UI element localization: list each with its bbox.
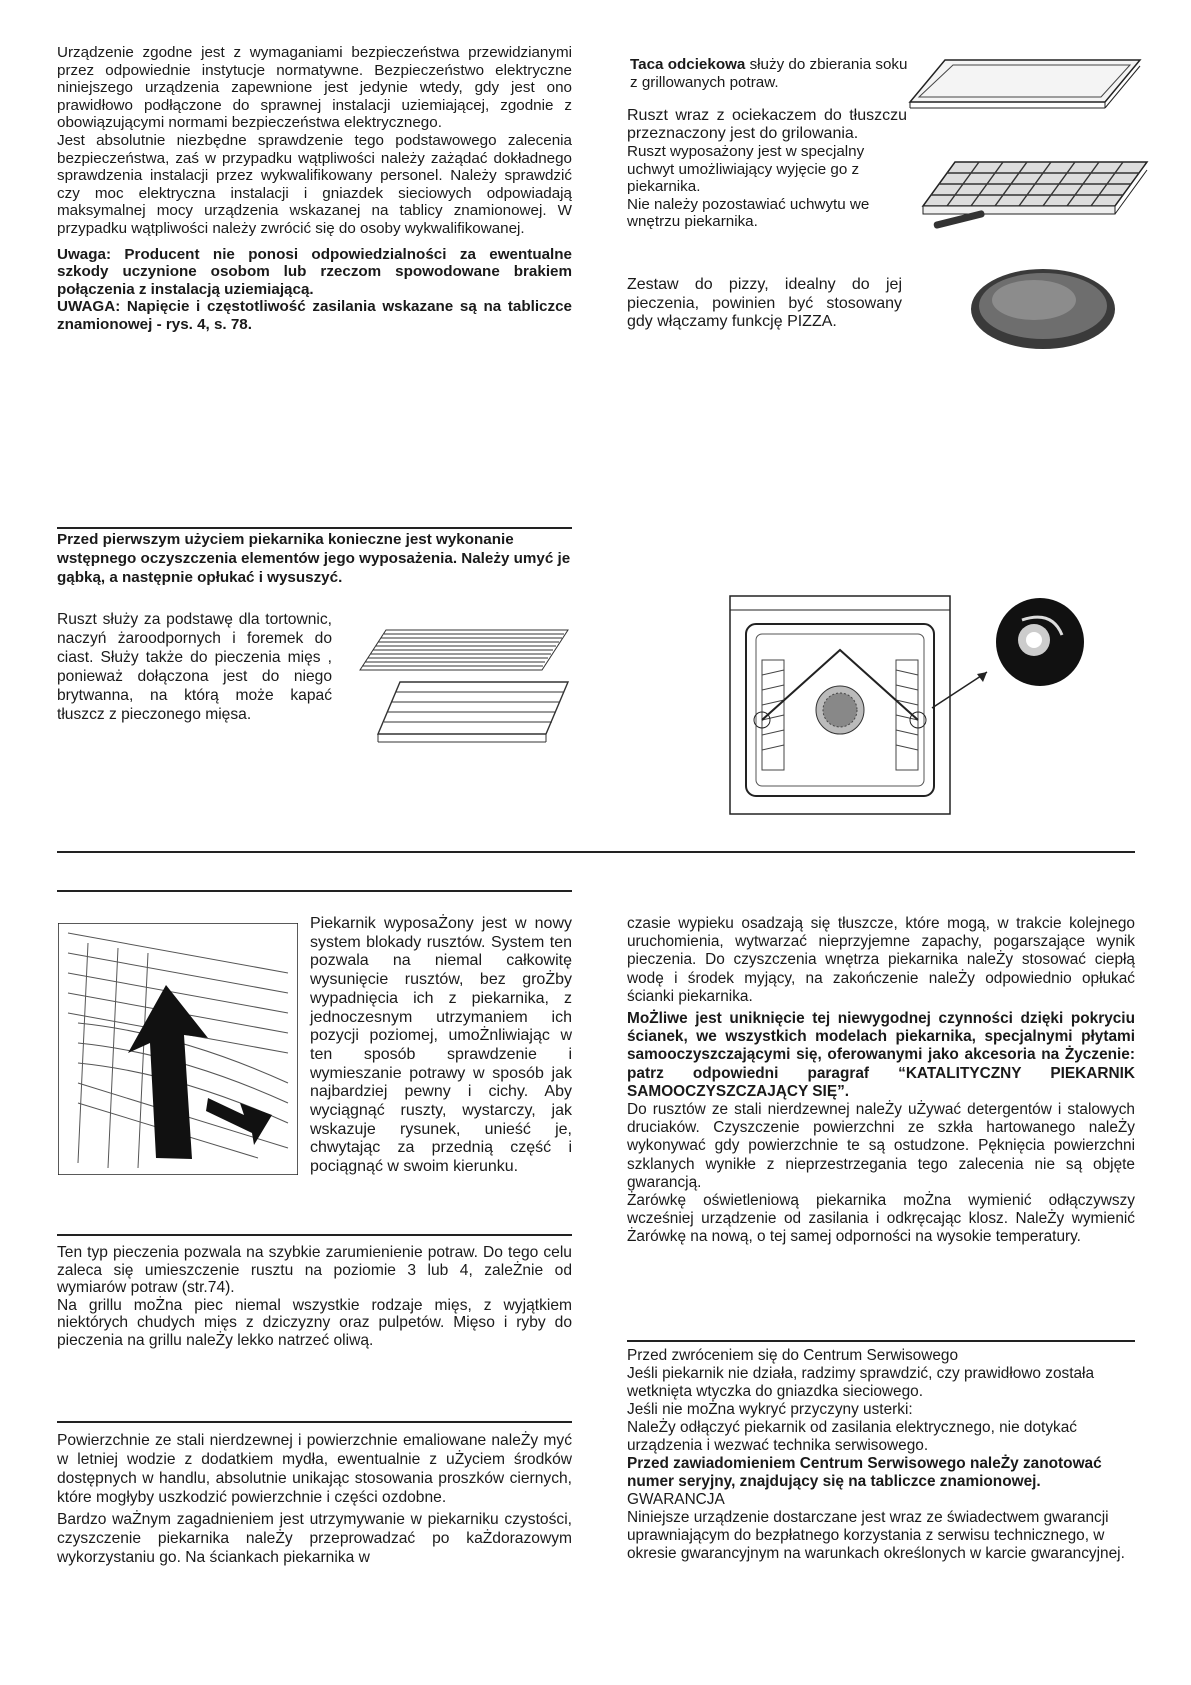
service-serial-note: Przed zawiadomieniem Centrum Serwisowego naleŻy zanotować numer seryjny, znajdujący się na tabliczce znamionowej. (627, 1455, 1102, 1490)
service-line-3: Jeśli nie moŻna wykryć przyczyny usterki: (627, 1401, 913, 1418)
cleaning-left-text (57, 1431, 572, 1567)
cleaning-paragraph-4: Do rusztów ze stali nierdzewnej naleŻy uŻywać detergentów i stalowych druciaków. Czyszczenie powierzchni ze szkła hartowanego naleŻy wykonywać gdy powierzchnie te są ostudzone. Pęknięcia powierzchni szklanych wynikłe z nieprzestrzegania tego zalecenia nie są objęte gwarancją. (627, 1101, 1135, 1191)
service-line-2: Jeśli piekarnik nie działa, radzimy sprawdzić, czy prawidłowo została wetknięta wtyczka do gniazdka sieciowego. (627, 1365, 1095, 1400)
rack-lock-paragraph: Piekarnik wyposaŻony jest w nowy system blokady rusztów. System ten pozwala na niemal całkowitę wysunięcie rusztów, bez groŻby wypadnięcia ich z piekarnika, z jednoczesnym utrzymaniem ich pozycji poziomej, umoŻnliwiając w ten sposób sprawdzenie i wymieszanie potrawy w sposób jak najbardziej pewny i cichy. Aby wyciągnąć ruszty, wystarczy, jak wskazuje rysunek, unieść je, chwytając za przednią część i pociągnąć w swoim kierunku. (310, 915, 572, 1176)
service-section (627, 1347, 1135, 1563)
grill-rack-illustration (915, 158, 1150, 233)
drip-tray-desc: służy do zbierania soku z grillowanych potraw. (630, 56, 908, 91)
section-rule-first-use (57, 527, 572, 529)
grill-section (57, 1244, 572, 1350)
cleaning-paragraph-2: Bardzo waŻnym zagadnieniem jest utrzymywanie w piekarniku czystości, czyszczenie piekarnika naleŻy przeprowadzać po kaŻdorazowym wykorzystaniu go. Na ściankach piekarnika w (57, 1511, 572, 1566)
safety-section (57, 44, 572, 334)
drip-tray-illustration (905, 52, 1150, 112)
grill-paragraph-2: Na grillu moŻna piec niemal wszystkie rodzaje mięs, z wyjątkiem niektórych chudych mięs z dziczyzny oraz pulpetów. Mięso i ryby do pieczenia na grillu naleŻy lekko natrzeć oliwą. (57, 1296, 572, 1349)
safety-warning-1: Uwaga: Producent nie ponosi odpowiedzialności za ewentualne szkody uczynione osobom lub rzeczom spowodowane brakiem połączenia z instalacją uziemiającą. (57, 245, 572, 298)
section-rule-service (627, 1340, 1135, 1342)
safety-paragraph-2: Jest absolutnie niezbędne sprawdzenie tego podstawowego zalecenia bezpieczeństwa, zaś w przypadku wątpliwości należy zażądać dokładnego sprawdzenia instalacji przez wykwalifikowany personel. Należy sprawdzić czy moc elektryczna instalacji i gniazdek sieciowych odpowiadają maksymalnej mocy urządzenia wskazanej na tablicy znamionowej. W przypadku wątpliwości należy zwrócić się do osoby wykwalifikowanej. (57, 131, 572, 237)
first-use-paragraph: Przed pierwszym użyciem piekarnika konieczne jest wykonanie wstępnego oczyszczenia elementów jego wyposażenia. Należy umyć je gąbką, a następnie opłukać i wysuszyć. (57, 531, 571, 586)
oven-rack-paragraph: Ruszt służy za podstawę dla tortownic, naczyń żaroodpornych i foremek do ciast. Służy także do pieczenia mięs , ponieważ dołączona jest do niego brytwanna, na którą może kapać tłuszcz z pieczonego mięsa. (57, 611, 332, 723)
oven-interior-illustration (722, 590, 1142, 820)
pizza-set-text (627, 276, 902, 332)
rack-lock-illustration (58, 923, 298, 1175)
oven-rack-illustration (356, 622, 571, 748)
warranty-text: Niniejsze urządzenie dostarczane jest wraz ze świadectwem gwarancji uprawniającym do bezpłatnego korzystania z serwisu technicznego, w okresie gwarancyjnym na warunkach określonych w karcie gwarancyjnej. (627, 1509, 1125, 1562)
safety-paragraph-1: Urządzenie zgodne jest z wymaganiami bezpieczeństwa przewidzianymi przez odpowiednie instytucje normatywne. Bezpieczeństwo elektryczne niniejszego urządzenia zapewnione jest jedynie wtedy, gdy jest ono prawidłowo podłączone do sprawnej instalacji uziemiającej, zgodnie z obowiązującymi normami bezpieczeństwa elektrycznego. (57, 44, 572, 132)
grill-rack-paragraph-3: Nie należy pozostawiać uchwytu we wnętrzu piekarnika. (627, 195, 870, 231)
page-divider-rule (57, 851, 1135, 853)
rack-lock-text (310, 915, 572, 1177)
grill-rack-paragraph-2: Ruszt wyposażony jest w specjalny uchwyt umożliwiający wyjęcie go z piekarnika. (627, 143, 865, 196)
warranty-heading: GWARANCJA (627, 1491, 725, 1508)
safety-warning-2: UWAGA: Napięcie i częstotliwość zasilania wskazane są na tabliczce znamionowej - rys. 4, s. 78. (57, 298, 572, 333)
cleaning-paragraph-1: Powierzchnie ze stali nierdzewnej i powierzchnie emaliowane naleŻy myć w letniej wodzie z dodatkiem mydła, ewentualnie z uŻyciem środków dostępnych w handlu, absolutnie unikając stosowania proszków ciernych, które mogłyby uszkodzić powierzchnie i części ozdobne. (57, 1432, 572, 1506)
cleaning-paragraph-3: czasie wypieku osadzają się tłuszcze, które mogą, w trakcie kolejnego uruchomienia, wytwarzać nieprzyjemne zapachy, pogarszające wynik pieczenia. Do czyszczenia wnętrza piekarnika naleŻy stosować ciepłą wodę i środek myjący, na zakończenie naleŻy odpowiednio opłukać ścianki piekarnika. (627, 915, 1135, 1005)
section-rule-grill (57, 1234, 572, 1236)
cleaning-paragraph-5: Żarówkę oświetleniową piekarnika moŻna wymienić odłączywszy wcześniej urządzenie od zasilania i odkręcając klosz. NaleŻy wymienić Żarówkę na nową, o tej samej odporności na wysokie temperatury. (627, 1192, 1135, 1246)
grill-rack-text (627, 107, 907, 231)
drip-tray-text (630, 56, 910, 91)
pizza-pan-illustration (968, 266, 1118, 351)
service-line-1: Przed zwróceniem się do Centrum Serwisowego (627, 1347, 959, 1364)
section-rule-cleaning (57, 1421, 572, 1423)
grill-paragraph-1: Ten typ pieczenia pozwala na szybkie zarumienienie potraw. Do tego celu zaleca się umieszczenie rusztu na poziomie 3 lub 4, zaleŻnie od wymiarów potraw (str.74). (57, 1244, 572, 1297)
service-line-4: NaleŻy odłączyć piekarnik od zasilania elektrycznego, nie dotykać urządzenia i wezwać technika serwisowego. (627, 1419, 1077, 1454)
first-use-bold-text (57, 530, 572, 587)
grill-rack-paragraph-1: Ruszt wraz z ociekaczem do tłuszczu przeznaczony jest do grilowania. (627, 107, 907, 142)
pizza-set-paragraph: Zestaw do pizzy, idealny do jej pieczenia, powinien być stosowany gdy włączamy funkcję PIZZA. (627, 276, 902, 330)
section-rule-rack-lock (57, 890, 572, 892)
oven-rack-text (57, 610, 332, 724)
cleaning-right-text (627, 915, 1135, 1247)
catalytic-note: MoŻliwe jest uniknięcie tej niewygodnej czynności dzięki pokryciu ścianek, we wszystkich modelach piekarnika, specjalnymi płytami samooczyszczającymi się, oferowanymi jako akcesoria na Życzenie: patrz odpowiedni paragraf “KATALITYCZNY PIEKARNIK SAMOOCZYSZCZAJĄCY SIĘ”. (627, 1010, 1135, 1100)
drip-tray-title: Taca odciekowa (630, 56, 746, 73)
